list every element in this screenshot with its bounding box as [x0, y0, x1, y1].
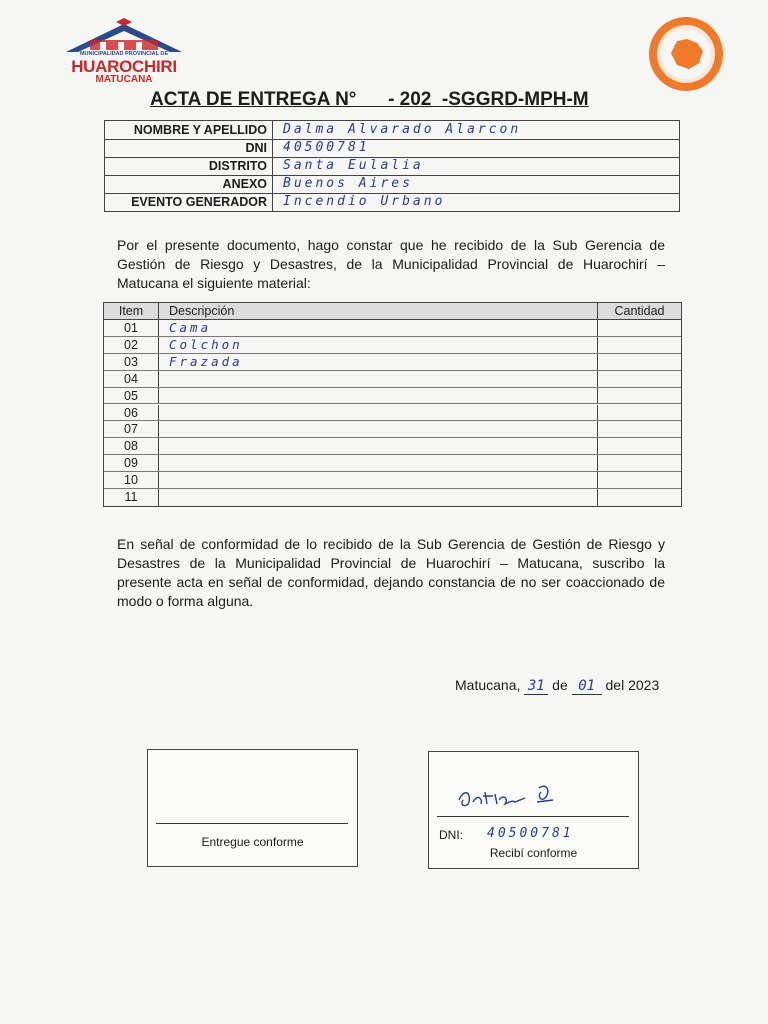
info-label: NOMBRE Y APELLIDO	[105, 121, 273, 139]
info-row-district	[105, 157, 679, 176]
logo-sub-text: MATUCANA	[95, 74, 153, 85]
date-line	[455, 677, 659, 695]
table-row	[104, 405, 681, 422]
table-row	[104, 421, 681, 438]
row-item-number: 04	[104, 371, 159, 387]
row-description: Colchon	[159, 337, 598, 353]
info-value-district: Santa Eulalia	[283, 158, 424, 173]
row-description: Frazada	[159, 354, 598, 370]
signature-line	[156, 823, 348, 824]
row-item-number: 08	[104, 438, 159, 454]
row-item-number: 10	[104, 472, 159, 488]
materials-table	[103, 302, 682, 507]
row-description	[159, 421, 598, 437]
row-item-number: 11	[104, 489, 159, 506]
risk-management-seal	[647, 15, 725, 93]
row-item-number: 05	[104, 388, 159, 404]
info-row-name	[105, 121, 679, 140]
date-month: 01	[572, 678, 602, 695]
logo-municipality-text: MUNICIPALIDAD PROVINCIAL DE	[79, 51, 169, 57]
row-quantity	[598, 354, 681, 370]
date-day: 31	[524, 678, 548, 695]
municipality-logo	[60, 18, 188, 84]
conformity-paragraph: En señal de conformidad de lo recibido de la Sub Gerencia de Gestión de Riesgo y Desastres de la Municipalidad Provincial de Huarochirí – Matucana, suscribo la presente acta en señal de conformidad, dejando constancia de no ser coaccionado de modo o forma alguna.	[117, 536, 665, 609]
info-row-dni	[105, 139, 679, 158]
info-label: DISTRITO	[105, 157, 273, 175]
row-item-number: 03	[104, 354, 159, 370]
row-quantity	[598, 455, 681, 471]
row-quantity	[598, 489, 681, 506]
table-row	[104, 371, 681, 388]
row-item-number: 07	[104, 421, 159, 437]
receiver-label: Recibí conforme	[489, 846, 578, 860]
info-label: ANEXO	[105, 175, 273, 193]
row-quantity	[598, 472, 681, 488]
row-description	[159, 438, 598, 454]
row-quantity	[598, 405, 681, 421]
date-de: de	[552, 677, 568, 693]
info-label: DNI	[105, 139, 273, 157]
deliverer-label: Entregue conforme	[201, 835, 304, 849]
header-description: Descripción	[159, 303, 598, 319]
info-row-annex	[105, 175, 679, 194]
info-value-dni: 40500781	[283, 140, 370, 155]
signature-line	[437, 816, 629, 817]
deliverer-signature-box	[147, 749, 358, 867]
row-item-number: 06	[104, 405, 159, 421]
date-year: del 2023	[605, 677, 660, 693]
table-header-row	[104, 303, 681, 320]
row-quantity	[598, 371, 681, 387]
beneficiary-info-table	[104, 120, 680, 212]
row-quantity	[598, 438, 681, 454]
row-description	[159, 489, 598, 506]
row-description	[159, 455, 598, 471]
table-row	[104, 337, 681, 354]
date-city: Matucana,	[455, 677, 521, 693]
row-description	[159, 472, 598, 488]
table-row	[104, 489, 681, 506]
row-item-number: 09	[104, 455, 159, 471]
table-row	[104, 388, 681, 405]
row-item-number: 02	[104, 337, 159, 353]
logo-brand-text: HUAROCHIRI	[71, 57, 177, 76]
dni-label: DNI:	[439, 828, 463, 842]
table-row	[104, 438, 681, 455]
receiver-signature-box	[428, 751, 639, 869]
info-value-event: Incendio Urbano	[283, 194, 446, 209]
table-row	[104, 455, 681, 472]
table-row	[104, 472, 681, 489]
receiver-dni: 40500781	[487, 826, 574, 841]
seal-icon	[647, 15, 725, 93]
row-description	[159, 371, 598, 387]
document-title: ACTA DE ENTREGA N° - 202 -SGGRD-MPH-M	[150, 89, 589, 110]
row-description	[159, 388, 598, 404]
row-description	[159, 405, 598, 421]
info-row-event	[105, 193, 679, 211]
info-value-annex: Buenos Aires	[283, 176, 413, 191]
row-quantity	[598, 421, 681, 437]
row-quantity	[598, 320, 681, 336]
intro-paragraph: Por el presente documento, hago constar que he recibido de la Sub Gerencia de Gestión de Riesgo y Desastres, de la Municipalidad Provincial de Huarochirí – Matucana el siguiente material:	[117, 237, 665, 291]
info-value-name: Dalma Alvarado Alarcon	[283, 122, 522, 137]
table-row	[104, 320, 681, 337]
header-item: Item	[104, 303, 159, 319]
row-quantity	[598, 388, 681, 404]
handwritten-signature	[455, 780, 565, 814]
header-quantity: Cantidad	[614, 304, 665, 318]
row-description: Cama	[159, 320, 598, 336]
row-quantity	[598, 337, 681, 353]
table-row	[104, 354, 681, 371]
info-label: EVENTO GENERADOR	[105, 193, 273, 211]
row-item-number: 01	[104, 320, 159, 336]
